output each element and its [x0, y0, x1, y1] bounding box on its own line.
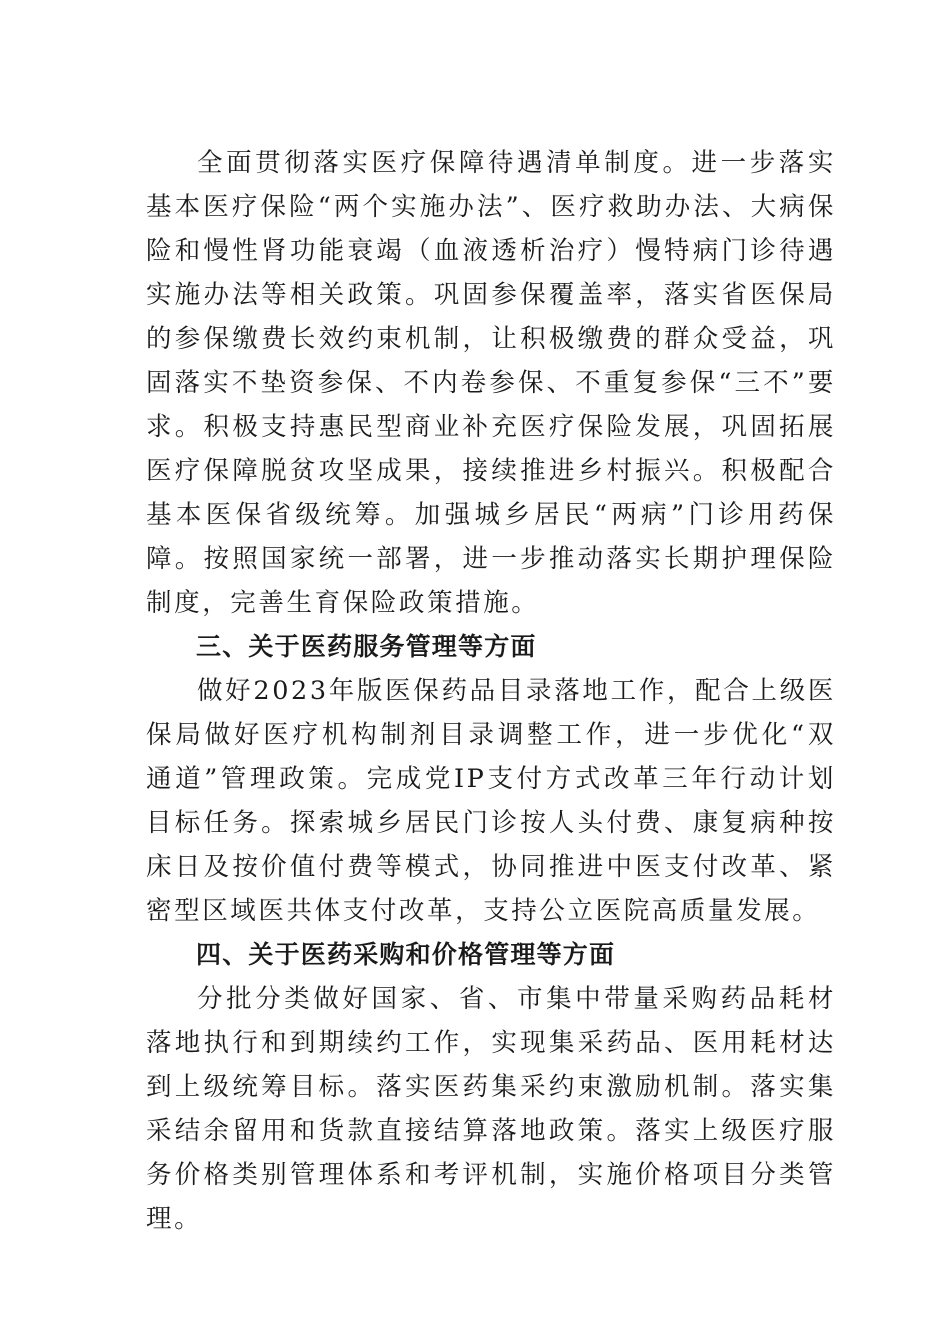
section-heading-4: 四、关于医药采购和价格管理等方面	[196, 940, 616, 969]
paragraph-benefits-policy: 全面贯彻落实医疗保障待遇清单制度。进一步落实基本医疗保险“两个实施办法”、医疗救助办法、大病保险和慢性肾功能衰竭（血液透析治疗）慢特病门诊待遇实施办法等相关政策。巩固参保覆盖率，落实省医保局的参保缴费长效约束机制，让积极缴费的群众受益，巩固落实不垫资参保、不内卷参保、不重复参保“三不”要求。积极支持惠民型商业补充医疗保险发展，巩固拓展医疗保障脱贫攻坚成果，接续推进乡村振兴。积极配合基本医保省级统筹。加强城乡居民“两病”门诊用药保障。按照国家统一部署，进一步推动落实长期护理保险制度，完善生育保险政策措施。	[146, 148, 836, 618]
document-body	[146, 141, 836, 1241]
paragraph-service-management: 做好2023年版医保药品目录落地工作，配合上级医保局做好医疗机构制剂目录调整工作，进一步优化“双通道”管理政策。完成党IP支付方式改革三年行动计划目标任务。探索城乡居民门诊按人头付费、康复病种按床日及按价值付费等模式，协同推进中医支付改革、紧密型区域医共体支付改革，支持公立医院高质量发展。	[146, 676, 836, 926]
section-heading-3: 三、关于医药服务管理等方面	[196, 632, 537, 661]
paragraph-procurement-pricing: 分批分类做好国家、省、市集中带量采购药品耗材落地执行和到期续约工作，实现集采药品、医用耗材达到上级统筹目标。落实医药集采约束激励机制。落实集采结余留用和货款直接结算落地政策。落实上级医疗服务价格类别管理体系和考评机制，实施价格项目分类管理。	[146, 984, 836, 1234]
